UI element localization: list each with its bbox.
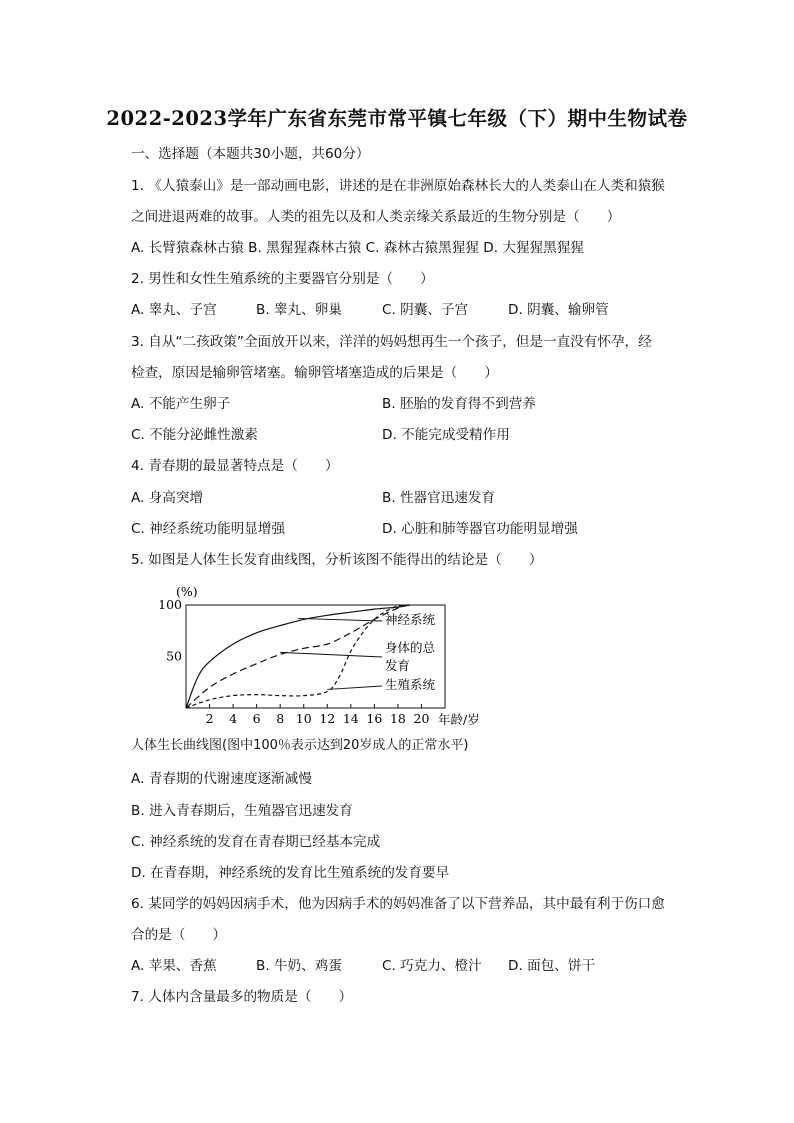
q5-option-d[interactable]: D. 在青春期，神经系统的发育比生殖系统的发育要早 [131, 865, 450, 881]
legend-body-line2: 发育 [385, 658, 411, 673]
q4-option-c[interactable]: C. 神经系统功能明显增强 [131, 521, 286, 537]
x-tick-label: 4 [229, 711, 238, 726]
section-heading: 一、选择题（本题共30小题，共60分） [131, 146, 370, 162]
q3-option-a[interactable]: A. 不能产生卵子 [131, 396, 231, 412]
legend-reproductive: 生殖系统 [385, 677, 436, 692]
x-tick-label: 14 [342, 711, 359, 726]
y-axis-label: (%) [176, 584, 198, 599]
q4-stem: 4. 青春期的最显著特点是（ ） [131, 458, 339, 474]
x-tick-label: 18 [389, 711, 406, 726]
leader-line-2 [280, 652, 382, 657]
q5-option-c[interactable]: C. 神经系统的发育在青春期已经基本完成 [131, 834, 381, 850]
q6-stem-line2: 合的是（ ） [131, 927, 227, 943]
q6-stem-line1: 6. 某同学的妈妈因病手术，他为因病手术的妈妈准备了以下营养品，其中最有利于伤口愈 [131, 896, 665, 912]
x-tick-label: 2 [205, 711, 214, 726]
q6-option-c[interactable]: C. 巧克力、橙汁 [382, 958, 482, 974]
x-tick-label: 8 [276, 711, 285, 726]
y-tick-label: 50 [166, 648, 182, 664]
leader-line-1 [298, 618, 382, 621]
leader-line-3 [327, 686, 382, 689]
q4-option-d[interactable]: D. 心脏和肺等器官功能明显增强 [382, 521, 578, 537]
x-axis-label: 年龄/岁 [438, 712, 480, 727]
q2-option-a[interactable]: A. 睾丸、子宫 [131, 302, 217, 318]
q5-option-a[interactable]: A. 青春期的代谢速度逐渐减慢 [131, 771, 312, 787]
y-tick-label: 100 [160, 597, 182, 612]
q3-stem-line2: 检查，原因是输卵管堵塞。输卵管堵塞造成的后果是（ ） [131, 365, 499, 381]
q1-stem-line1: 1. 《人猿泰山》是一部动画电影，讲述的是在非洲原始森林长大的人类泰山在人类和猿猴 [131, 178, 665, 194]
q3-option-c[interactable]: C. 不能分泌雌性激素 [131, 427, 258, 443]
q1-options[interactable]: A. 长臂猿森林古猿 B. 黑猩猩森林古猿 C. 森林古猿黑猩猩 D. 大猩猩黑猩猩 [131, 240, 584, 256]
figure-caption: 人体生长曲线图(图中100％表示达到20岁成人的正常水平) [131, 738, 469, 753]
x-tick-label: 10 [295, 711, 312, 726]
growth-curve-chart [160, 580, 480, 730]
x-tick-label: 20 [413, 711, 430, 726]
x-tick-label: 12 [319, 711, 336, 726]
q6-option-b[interactable]: B. 牛奶、鸡蛋 [256, 958, 342, 974]
q3-stem-line1: 3. 自从“二孩政策”全面放开以来，洋洋的妈妈想再生一个孩子，但是一直没有怀孕，经 [131, 334, 652, 350]
x-tick-label: 16 [366, 711, 383, 726]
q5-stem: 5. 如图是人体生长发育曲线图，分析该图不能得出的结论是（ ） [131, 552, 543, 568]
q3-option-b[interactable]: B. 胚胎的发育得不到营养 [382, 396, 536, 412]
q2-option-b[interactable]: B. 睾丸、卵巢 [256, 302, 342, 318]
q3-option-d[interactable]: D. 不能完成受精作用 [382, 427, 510, 443]
x-tick-label: 6 [252, 711, 261, 726]
legend-nervous: 神经系统 [385, 612, 436, 627]
q5-option-b[interactable]: B. 进入青春期后，生殖器官迅速发育 [131, 803, 353, 819]
growth-curve-figure [160, 580, 480, 734]
q2-stem: 2. 男性和女性生殖系统的主要器官分别是（ ） [131, 271, 434, 287]
q4-option-b[interactable]: B. 性器官迅速发育 [382, 490, 496, 506]
q2-option-c[interactable]: C. 阴囊、子宫 [382, 302, 469, 318]
exam-title: 2022-2023学年广东省东莞市常平镇七年级（下）期中生物试卷 [106, 107, 688, 130]
q6-option-a[interactable]: A. 苹果、香蕉 [131, 958, 217, 974]
q7-stem: 7. 人体内含量最多的物质是（ ） [131, 989, 353, 1005]
legend-body-line1: 身体的总 [385, 640, 436, 655]
q1-stem-line2: 之间进退两难的故事。人类的祖先以及和人类亲缘关系最近的生物分别是（ ） [131, 209, 621, 225]
q2-option-d[interactable]: D. 阴囊、输卵管 [508, 302, 609, 318]
q4-option-a[interactable]: A. 身高突增 [131, 490, 204, 506]
q6-option-d[interactable]: D. 面包、饼干 [508, 958, 596, 974]
